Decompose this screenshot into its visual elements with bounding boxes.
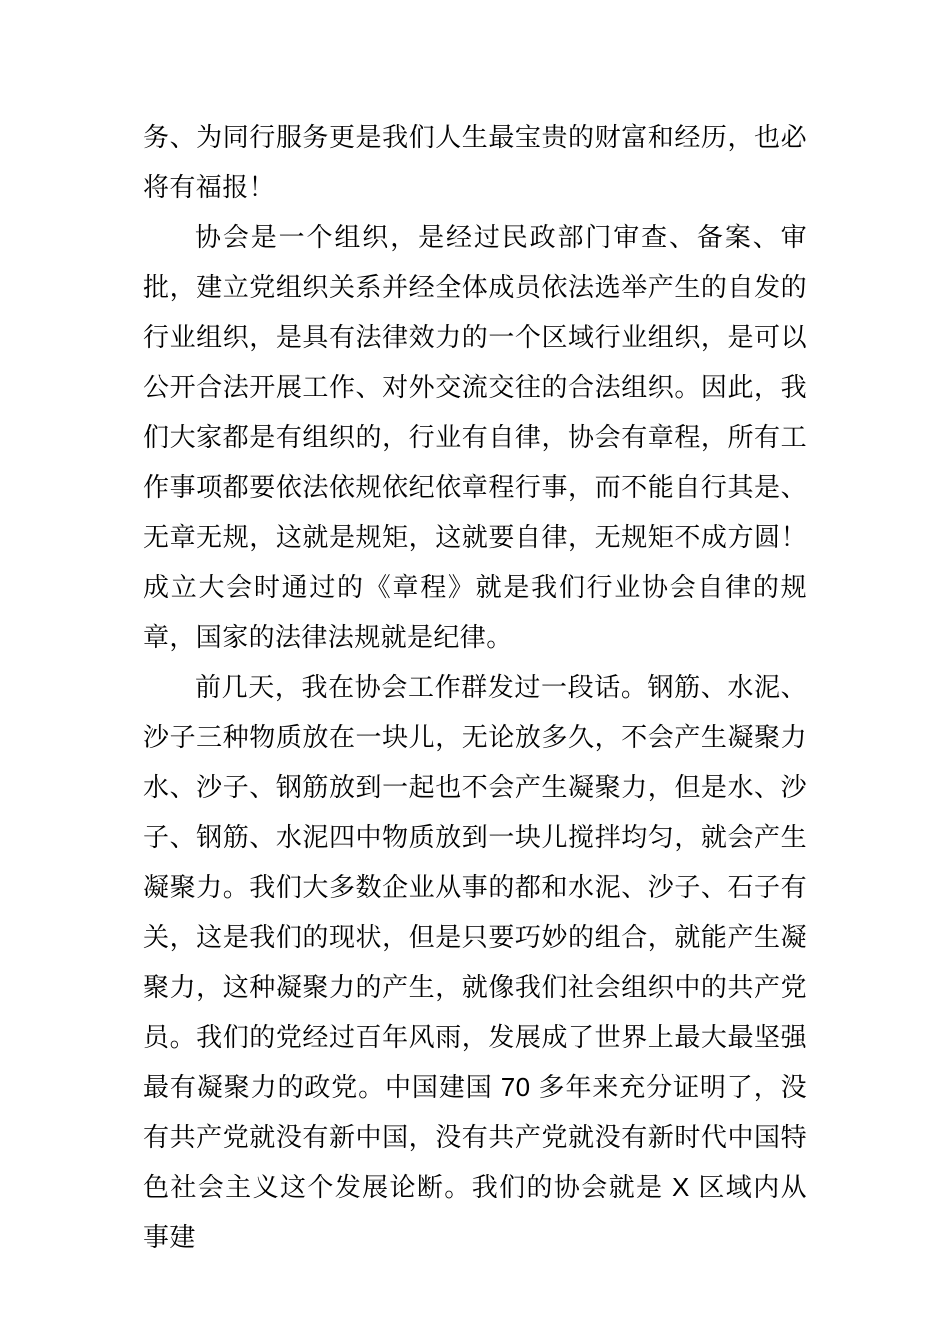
paragraph-cohesion-analogy: 前几天，我在协会工作群发过一段话。钢筋、水泥、沙子三种物质放在一块儿，无论放多久，不会产生凝聚力水、沙子、钢筋放到一起也不会产生凝聚力，但是水、沙子、钢筋、水泥四中物质放到一块儿搅拌均匀，就会产生凝聚力。我们大多数企业从事的都和水泥、沙子、石子有关，这是我们的现状，但是只要巧妙的组合，就能产生凝聚力，这种凝聚力的产生，就像我们社会组织中的共产党员。我们的党经过百年风雨，发展成了世界上最大最坚强最有凝聚力的政党。中国建国 70 多年来充分证明了，没有共产党就没有新中国，没有共产党就没有新时代中国特色社会主义这个发展论断。我们的协会就是 X 区域内从事建 [143,672,807,1252]
paragraph-continuation: 务、为同行服务更是我们人生最宝贵的财富和经历，也必将有福报！ [143,122,807,202]
paragraph-association-organization: 协会是一个组织，是经过民政部门审查、备案、审批，建立党组织关系并经全体成员依法选举产生的自发的行业组织，是具有法律效力的一个区域行业组织，是可以公开合法开展工作、对外交流交往的合法组织。因此，我们大家都是有组织的，行业有自律，协会有章程，所有工作事项都要依法依规依纪依章程行事，而不能自行其是、无章无规，这就是规矩，这就要自律，无规矩不成方圆！成立大会时通过的《章程》就是我们行业协会自律的规章，国家的法律法规就是纪律。 [143,222,807,652]
